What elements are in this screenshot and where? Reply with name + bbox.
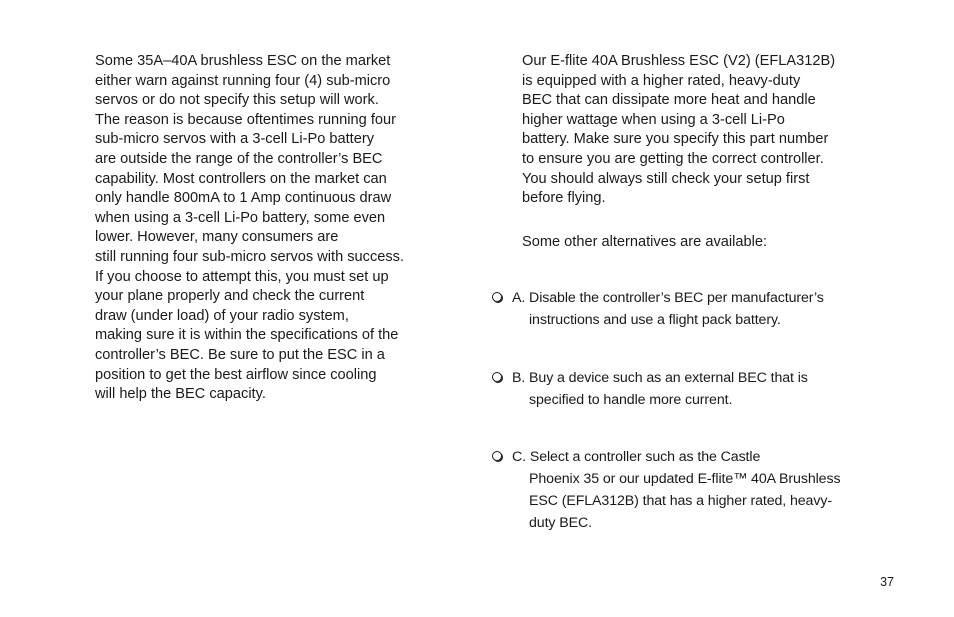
option-continuation-line: specified to handle more current. xyxy=(529,392,733,408)
paragraph-line: capability. Most controllers on the market can xyxy=(95,170,387,187)
option-continuation-line: Phoenix 35 or our updated E-flite™ 40A Brushless xyxy=(529,471,841,487)
paragraph-line: servos or do not specify this setup will work. xyxy=(95,92,379,109)
paragraph-line: Our E-flite 40A Brushless ESC (V2) (EFLA312B) xyxy=(522,53,836,69)
option-continuation-line: ESC (EFLA312B) that has a higher rated, heavy- xyxy=(529,493,832,509)
paragraph-line: sub-micro servos with a 3-cell Li-Po battery xyxy=(95,131,374,148)
paragraph-line: Some 35A–40A brushless ESC on the market xyxy=(95,53,391,69)
paragraph-line: The reason is because oftentimes running four xyxy=(95,111,396,128)
paragraph-line: when using a 3-cell Li-Po battery, some even xyxy=(95,209,386,226)
option-first-line: C. Select a controller such as the Castle xyxy=(512,449,761,465)
left-column-paragraph xyxy=(95,52,430,405)
paragraph-line: battery. Make sure you specify this part number xyxy=(522,131,829,148)
alternatives-intro: Some other alternatives are available: xyxy=(522,234,767,250)
page-number: 37 xyxy=(880,575,894,589)
paragraph-line: position to get the best airflow since cooling xyxy=(95,366,377,383)
paragraph-line: draw (under load) of your radio system, xyxy=(95,307,349,324)
option-c xyxy=(492,446,872,534)
paragraph-line: either warn against running four (4) sub-micro xyxy=(95,72,391,89)
paragraph-line: only handle 800mA to 1 Amp continuous draw xyxy=(95,190,392,207)
paragraph-line: higher wattage when using a 3-cell Li-Po xyxy=(522,111,785,128)
paragraph-line: still running four sub-micro servos with success. xyxy=(95,248,405,265)
paragraph-line: lower. However, many consumers are xyxy=(95,229,339,246)
option-a xyxy=(492,287,872,331)
right-column-paragraph xyxy=(522,52,882,209)
option-first-line: B. Buy a device such as an external BEC that is xyxy=(512,370,808,386)
option-continuation-line: instructions and use a flight pack battery. xyxy=(529,312,781,328)
paragraph-line: is equipped with a higher rated, heavy-duty xyxy=(522,72,801,89)
paragraph-line: BEC that can dissipate more heat and handle xyxy=(522,92,816,109)
circle-bullet-icon xyxy=(492,292,502,302)
paragraph-line: making sure it is within the specifications of the xyxy=(95,327,399,344)
paragraph-line: controller’s BEC. Be sure to put the ESC in a xyxy=(95,346,385,363)
paragraph-line: your plane properly and check the current xyxy=(95,288,365,305)
option-continuation-line: duty BEC. xyxy=(529,515,592,531)
paragraph-line: You should always still check your setup first xyxy=(522,170,810,187)
paragraph-line: before flying. xyxy=(522,190,606,207)
paragraph-line: to ensure you are getting the correct controller. xyxy=(522,150,824,167)
circle-bullet-icon xyxy=(492,372,502,382)
paragraph-line: If you choose to attempt this, you must set up xyxy=(95,268,389,285)
paragraph-line: are outside the range of the controller’s BEC xyxy=(95,150,383,167)
option-first-line: A. Disable the controller’s BEC per manufacturer’s xyxy=(512,290,824,306)
circle-bullet-icon xyxy=(492,451,502,461)
option-b xyxy=(492,367,872,411)
paragraph-line: will help the BEC capacity. xyxy=(95,386,266,403)
